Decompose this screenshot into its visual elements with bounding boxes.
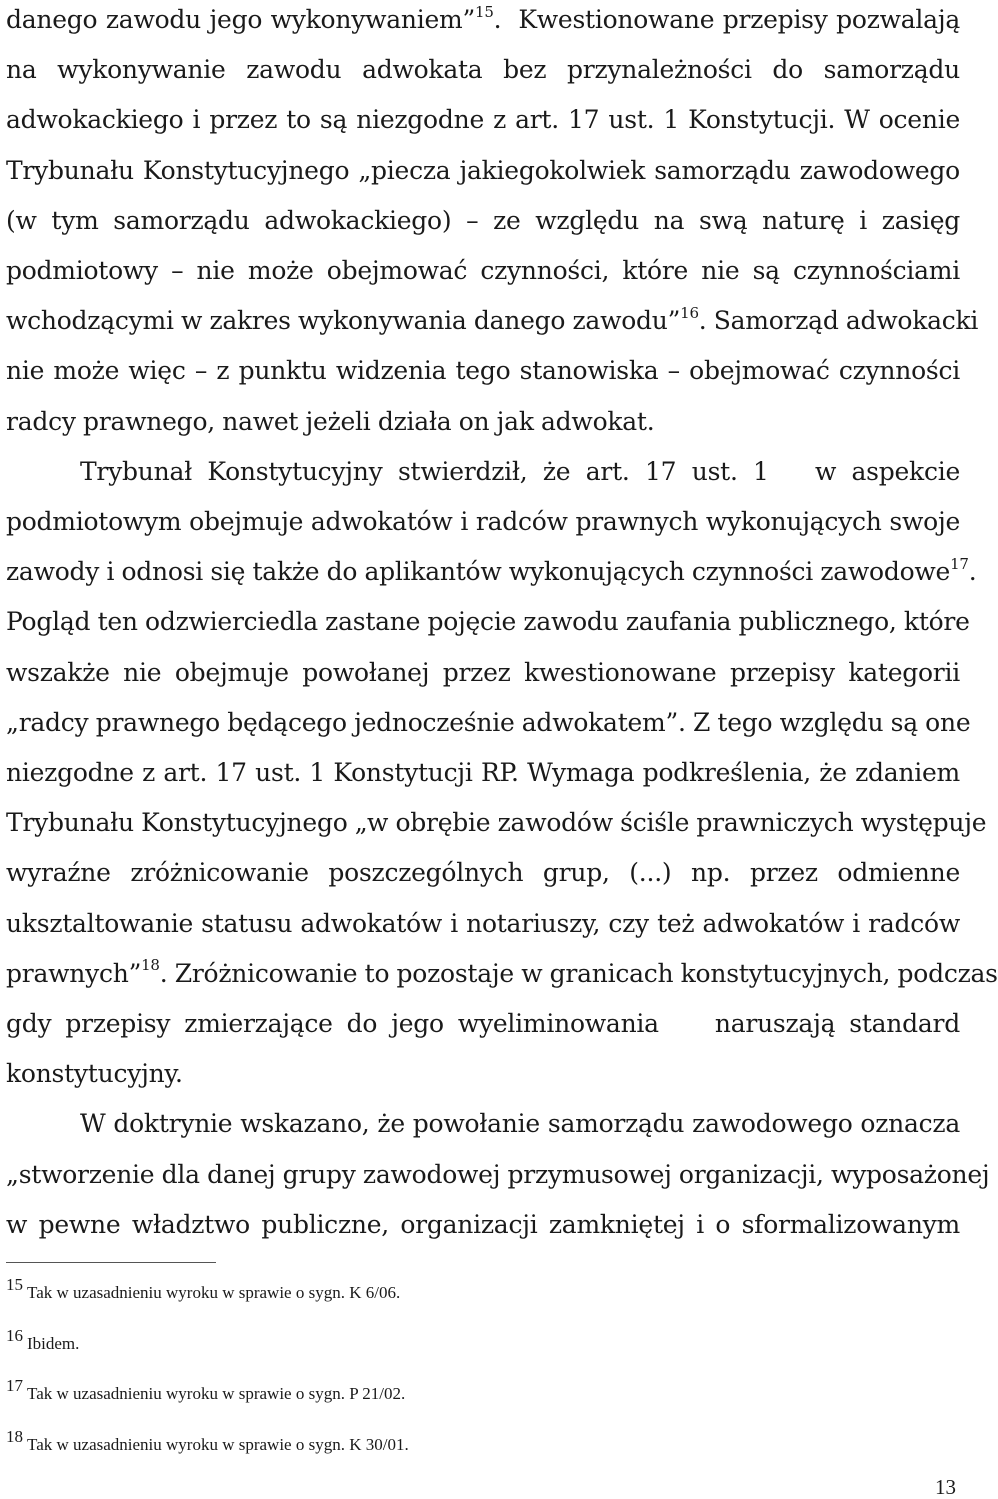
body-line	[6, 397, 960, 447]
body-line	[6, 798, 987, 848]
body-line-text: W doktrynie wskazano, że powołanie samorządu zawodowego oznacza	[80, 1109, 960, 1139]
body-line	[6, 0, 960, 45]
body-line	[80, 447, 960, 497]
footnote-text: Ibidem.	[27, 1333, 80, 1353]
body-line	[6, 246, 960, 296]
body-line-text: . Samorząd adwokacki	[698, 306, 979, 336]
body-line-text: zawody i odnosi się także do aplikantów wykonujących czynności zawodowe	[6, 557, 951, 587]
body-line	[6, 899, 960, 949]
footnote-number: 17	[6, 1376, 23, 1395]
body-line-text: wszakże nie obejmuje powołanej przez kwestionowane przepisy kategorii	[6, 657, 960, 687]
body-line	[6, 95, 960, 145]
body-line	[6, 597, 970, 647]
body-line-text: . Zróżnicowanie to pozostaje w granicach konstytucyjnych, podczas	[159, 958, 998, 988]
footnote-number: 15	[6, 1275, 23, 1294]
body-line	[6, 346, 960, 396]
footnote	[6, 1275, 401, 1304]
footnote-ref[interactable]: 15	[475, 2, 494, 21]
body-line-text: „stworzenie dla danej grupy zawodowej przymusowej organizacji, wyposażonej	[6, 1159, 990, 1189]
body-line-text: wchodzącymi w zakres wykonywania danego zawodu”	[6, 306, 681, 336]
body-line-text: (w tym samorządu adwokackiego) – ze względu na swą naturę i zasięg	[6, 205, 960, 235]
body-line-text: podmiotowy – nie może obejmować czynności, które nie są czynnościami	[6, 256, 960, 285]
body-line-text: radcy prawnego, nawet jeżeli działa on jak adwokat.	[6, 406, 655, 436]
footnote	[6, 1325, 80, 1355]
body-line-text: na wykonywanie zawodu adwokata bez przynależności do samorządu	[6, 55, 960, 85]
body-line-text: w pewne władztwo publiczne, organizacji zamkniętej i o sformalizowanym	[6, 1209, 960, 1239]
body-line	[6, 648, 960, 698]
body-line-text: gdy przepisy zmierzające do jego wyeliminowania naruszają standard	[6, 1009, 960, 1038]
body-line	[6, 45, 960, 95]
body-line	[6, 146, 960, 196]
footnote-number: 16	[6, 1325, 23, 1345]
body-line-text: danego zawodu jego wykonywaniem”	[6, 5, 476, 34]
footnote-text: Tak w uzasadnieniu wyroku w sprawie o sygn. K 30/01.	[27, 1434, 409, 1454]
body-line-text: wyraźne zróżnicowanie poszczególnych grup, (...) np. przez odmienne	[6, 858, 960, 888]
page-number: 13	[935, 1475, 956, 1499]
footnote	[6, 1376, 406, 1405]
body-line	[6, 949, 998, 999]
body-line	[6, 497, 960, 547]
body-line-text: „radcy prawnego będącego jednocześnie adwokatem”. Z tego względu są one	[6, 707, 971, 737]
footnote-text: Tak w uzasadnieniu wyroku w sprawie o sygn. K 6/06.	[27, 1283, 401, 1302]
footnote-ref[interactable]: 17	[950, 554, 969, 573]
body-line-text: Trybunał Konstytucyjny stwierdził, że art. 17 ust. 1 w aspekcie	[80, 456, 960, 486]
body-line	[6, 1150, 990, 1200]
body-line	[6, 848, 960, 898]
body-line	[6, 1200, 960, 1250]
body-line-text: uksztaltowanie statusu adwokatów i notariuszy, czy też adwokatów i radców	[6, 908, 960, 938]
body-line-text: niezgodne z art. 17 ust. 1 Konstytucji RP. Wymaga podkreślenia, że zdaniem	[6, 758, 960, 787]
body-line-text: prawnych”	[6, 958, 142, 988]
body-line	[6, 999, 960, 1049]
body-line	[6, 1049, 960, 1099]
body-line-text: . Kwestionowane przepisy pozwalają	[493, 5, 960, 34]
body-line-text: Trybunału Konstytucyjnego „w obrębie zawodów ściśle prawniczych występuje	[6, 808, 987, 838]
body-line-text: Pogląd ten odzwierciedla zastane pojęcie zawodu zaufania publicznego, które	[6, 607, 970, 637]
footnote-ref[interactable]: 16	[680, 303, 699, 322]
body-line-text: .	[968, 557, 977, 587]
body-line	[6, 748, 960, 798]
body-line-text: adwokackiego i przez to są niezgodne z art. 17 ust. 1 Konstytucji. W ocenie	[6, 105, 960, 135]
body-line-text: podmiotowym obejmuje adwokatów i radców prawnych wykonujących swoje	[6, 507, 960, 536]
footnote-text: Tak w uzasadnieniu wyroku w sprawie o sygn. P 21/02.	[27, 1384, 406, 1403]
body-line	[6, 698, 971, 748]
footnote-number: 18	[6, 1426, 23, 1446]
footnote-ref[interactable]: 18	[141, 956, 160, 975]
body-line-text: nie może więc – z punktu widzenia tego stanowiska – obejmować czynności	[6, 356, 960, 386]
body-line	[6, 196, 960, 246]
body-line-text: Trybunału Konstytucyjnego „piecza jakiegokolwiek samorządu zawodowego	[6, 155, 960, 185]
body-line	[80, 1099, 960, 1149]
body-line	[6, 296, 979, 346]
body-line-text: konstytucyjny.	[6, 1059, 183, 1089]
footnote	[6, 1426, 409, 1456]
body-line	[6, 547, 977, 597]
footnote-separator	[6, 1262, 216, 1263]
